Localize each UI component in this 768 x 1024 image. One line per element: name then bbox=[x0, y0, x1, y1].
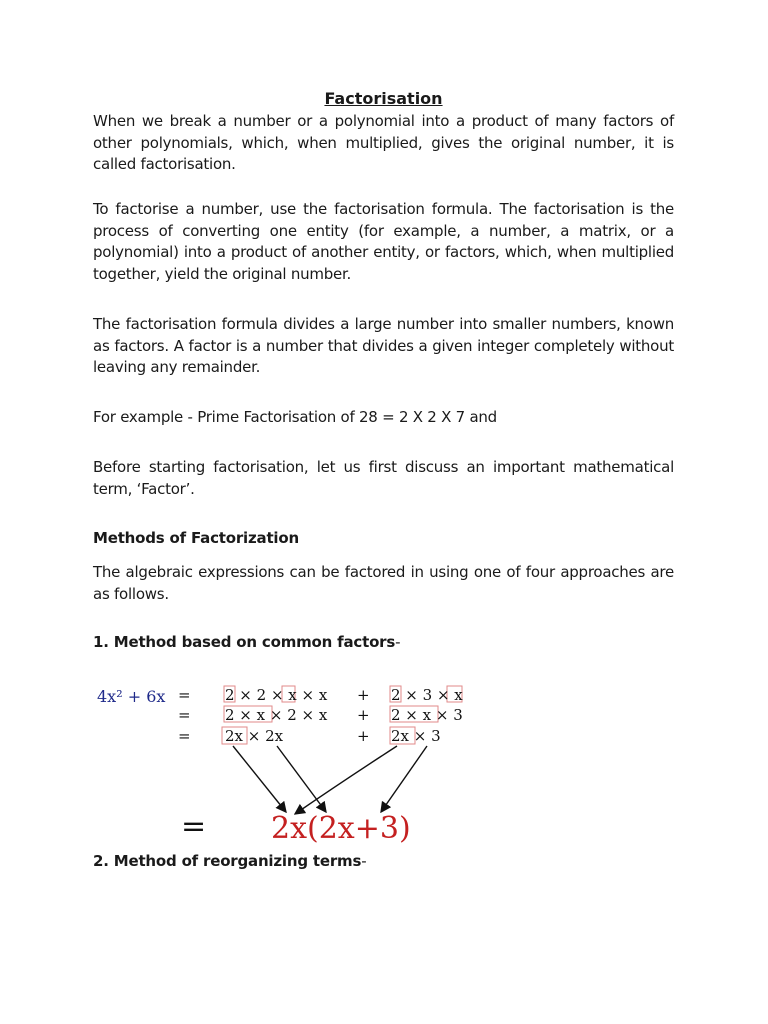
page-title: Factorisation bbox=[324, 89, 443, 108]
method-2-heading-text: 2. Method of reorganizing terms bbox=[93, 852, 362, 870]
row-plus: + bbox=[357, 727, 370, 745]
heading-dash: - bbox=[395, 633, 401, 651]
row-right-term: 2x × 3 bbox=[391, 727, 441, 745]
paragraph-example: For example - Prime Factorisation of 28 = 2 X 2 X 7 and bbox=[93, 408, 497, 426]
row-plus: + bbox=[357, 706, 370, 724]
factorization-diagram bbox=[93, 676, 493, 851]
paragraph-factor-term: Before starting factorisation, let us first discuss an important mathematical term, ‘Factor’. bbox=[93, 458, 674, 498]
row-left-term: 2 × 2 × x × x bbox=[225, 686, 328, 704]
row-plus: + bbox=[357, 686, 370, 704]
row-equals: = bbox=[178, 727, 191, 745]
arrows bbox=[233, 746, 427, 814]
paragraph-definition: When we break a number or a polynomial into a product of many factors of other polynomials, which, when multiplied, gives the original number, it is called factorisation. bbox=[93, 112, 674, 173]
methods-heading: Methods of Factorization bbox=[93, 529, 299, 547]
arrow bbox=[295, 746, 397, 814]
arrow bbox=[233, 746, 286, 812]
arrow bbox=[277, 746, 326, 812]
paragraph-approaches: The algebraic expressions can be factored in using one of four approaches are as follows. bbox=[93, 563, 674, 603]
row-right-term: 2 × 3 × x bbox=[391, 686, 463, 704]
arrow bbox=[381, 746, 427, 812]
row-equals: = bbox=[178, 686, 191, 704]
result-equals: = bbox=[181, 809, 207, 844]
method-1-heading-text: 1. Method based on common factors bbox=[93, 633, 396, 651]
row-equals: = bbox=[178, 706, 191, 724]
paragraph-factors: The factorisation formula divides a large number into smaller numbers, known as factors. A factor is a number that divides a given integer completely without leaving any remainder. bbox=[93, 315, 674, 376]
row-left-term: 2 × x × 2 × x bbox=[225, 706, 328, 724]
method-2-heading bbox=[93, 851, 674, 872]
factorization-figure bbox=[93, 676, 493, 851]
expression-text: 4x² + 6x bbox=[97, 687, 166, 706]
method-1-heading bbox=[93, 632, 674, 653]
heading-dash: - bbox=[361, 852, 367, 870]
result-text: 2x(2x+3) bbox=[271, 811, 411, 846]
row-left-term: 2x × 2x bbox=[225, 727, 284, 745]
row-right-term: 2 × x × 3 bbox=[391, 706, 463, 724]
paragraph-formula: To factorise a number, use the factorisation formula. The factorisation is the process of converting one entity (for example, a number, a matrix, or a polynomial) into a product of another entity, or factors, which, when multiplied together, yield the original number. bbox=[93, 200, 674, 283]
